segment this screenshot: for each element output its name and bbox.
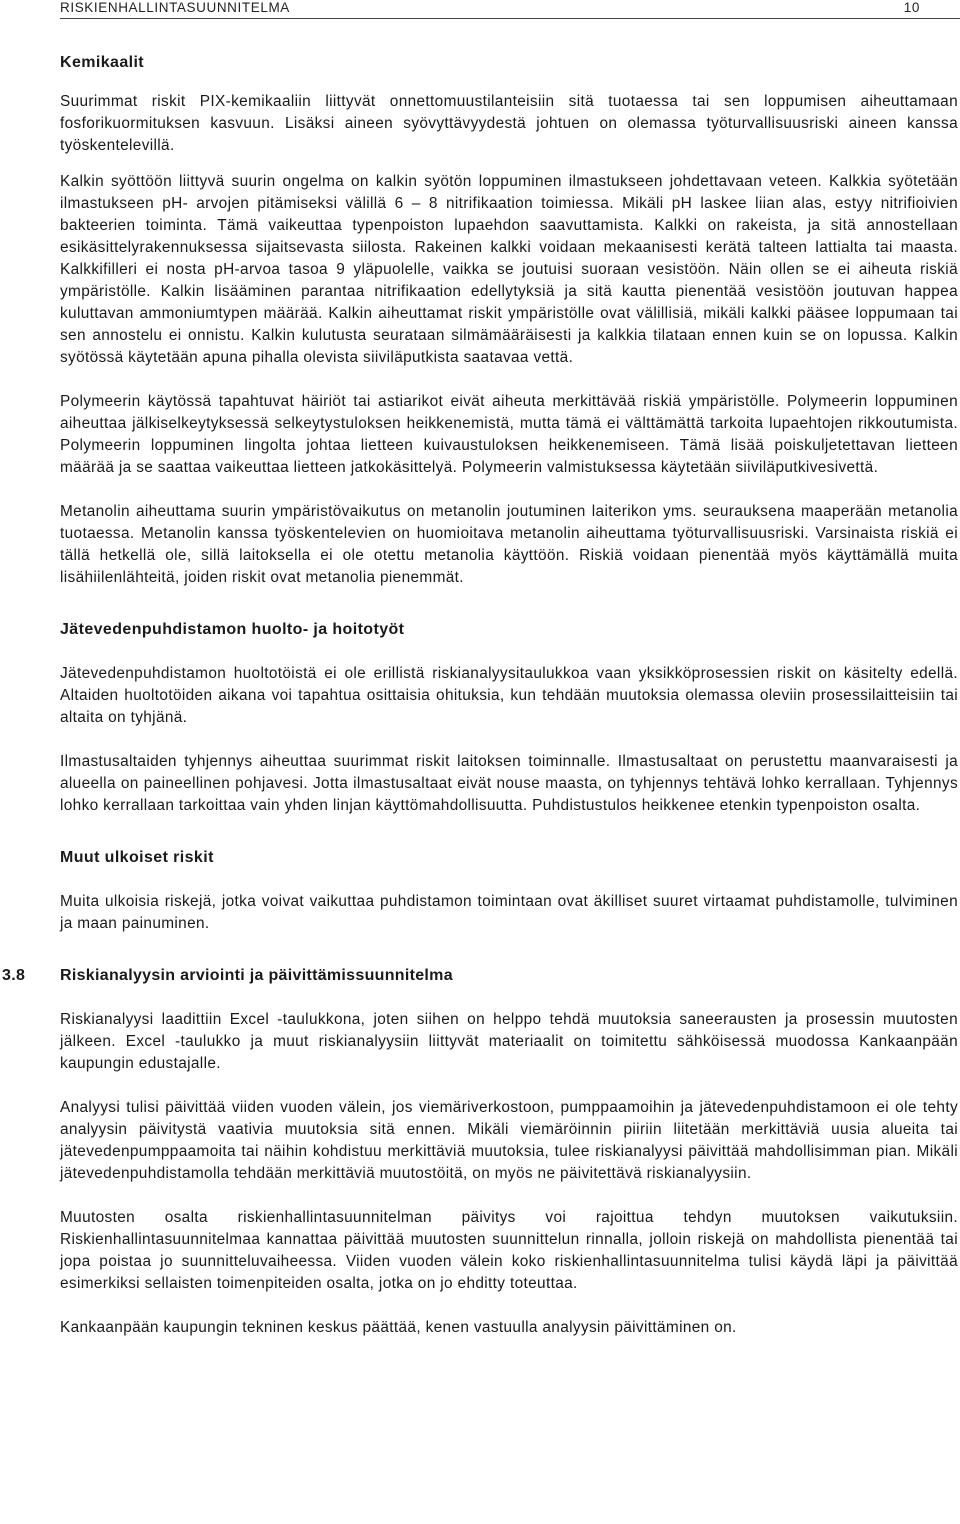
- paragraph-polymeeri: Polymeerin käytössä tapahtuvat häiriöt tai astiarikot eivät aiheuta merkittävää riskiä ympäristölle. Polymeerin loppuminen aiheuttaa jälkiselkeytyksessä selkeytystuloksen heikkenemistä, mutta tämä ei välttämättä tarkoita lupaehtojen rikkoutumista. Polymeerin loppuminen lingolta johtaa lietteen kuivaustuloksen heikkenemiseen. Tämä lisää poiskuljetettavan lietteen määrää ja se saattaa vaikeuttaa lietteen jatkokäsittelyä. Polymeerin valmistuksessa käytetään siiviläputkivesivettä.: [60, 393, 958, 476]
- paragraph-excel: Riskianalyysi laadittiin Excel -taulukkona, joten siihen on helppo tehdä muutoksia saneerausten ja prosessin muutosten jälkeen. Excel -taulukko ja muut riskianalyysiin liittyvät materiaalit on toimitettu sähköisessä muodossa Kankaanpään kaupungin edustajalle.: [60, 1011, 958, 1072]
- paragraph-vastuu: Kankaanpään kaupungin tekninen keskus päättää, kenen vastuulla analyysin päivittäminen on.: [60, 1319, 737, 1336]
- paragraph-muutokset: Muutosten osalta riskienhallintasuunnitelman päivitys voi rajoittua tehdyn muutoksen vaikutuksiin. Riskienhallintasuunnitelmaa kannattaa päivittää muutosten suunnittelun rinnalla, jolloin riskejä on mahdollista pienentää tai jopa poistaa jo suunnitteluvaiheessa. Viiden vuoden välein koko riskienhallintasuunnitelma tulisi käydä läpi ja päivittää esimerkiksi sellaisten toimenpiteiden osalta, jotka on jo ehditty toteuttaa.: [60, 1209, 958, 1292]
- document-title: RISKIENHALLINTASUUNNITELMA: [60, 0, 290, 15]
- paragraph-kalkki: Kalkin syöttöön liittyvä suurin ongelma on kalkin syötön loppuminen ilmastukseen johdettavaan veteen. Kalkkia syötetään ilmastukseen pH- arvojen pitämiseksi välillä 6 – 8 nitrifikaation toimiessa. Mikäli pH laskee liian alas, estyy nitrifioivien bakteerien toiminta. Tämä vaikeuttaa typenpoiston lupaehdon saavuttamista. Kalkki on rakeista, ja sitä annostellaan esikäsittelyrakennuksessa sijaitsevasta siilosta. Rakeinen kalkki voidaan mekaanisesti kerätä talteen lattialta tai maasta. Kalkkifilleri ei nosta pH-arvoa tasoa 9 yläpuolelle, vaikka se joutuisi suoraan vesistöön. Näin ollen se ei aiheuta riskiä ympäristölle. Kalkin lisääminen parantaa nitrifikaation edellytyksiä ja sitä kautta pienentää vesistöön joutuvan happea kuluttavan ammoniumtypen määrää. Kalkin aiheuttamat riskit ympäristölle ovat välillisiä, mikäli kalkki pääsee loppumaan tai sen annostelu ei onnistu. Kalkin kulutusta seurataan silmämääräisesti ja kalkkia tilataan ennen kuin se on lopussa. Kalkin syötössä käytetään apuna pihalla olevista siiviläputkista saatavaa vettä.: [60, 173, 958, 366]
- document-body: [2, 52, 958, 1339]
- page-header: [60, 0, 920, 16]
- paragraph-ilmastusaltaat: Ilmastusaltaiden tyhjennys aiheuttaa suurimmat riskit laitoksen toiminnalle. Ilmastusaltaat on perustettu maanvaraisesti ja alueella on paineellinen pohjavesi. Jotta ilmastusaltaat eivät nouse maasta, on tyhjennys tehtävä lohko kerrallaan. Tyhjennys lohko kerrallaan tarkoittaa vain yhden linjan käyttömahdollisuutta. Puhdistustulos heikkenee etenkin typenpoiston osalta.: [60, 753, 958, 814]
- section-number: 3.8: [2, 967, 26, 984]
- paragraph-huoltotyot: Jätevedenpuhdistamon huoltotöistä ei ole erillistä riskianalyysitaulukkoa vaan yksikköprosessien riskit on käsitelty edellä. Altaiden huoltotöiden aikana voi tapahtua osittaisia ohituksia, kun tehdään muutoksia olemassa oleviin prosessilaitteisiin tai altaita on tyhjänä.: [60, 665, 958, 726]
- paragraph-paivitys: Analyysi tulisi päivittää viiden vuoden välein, jos viemäriverkostoon, pumppaamoihin ja jätevedenpuhdistamoon ei ole tehty analyysin päivitystä vaativia muutoksia sitä ennen. Mikäli viemäröinnin piiriin liitetään merkittäviä uusia alueita tai jätevedenpumppaamoita tai näihin kohdistuu merkittäviä muutoksia, tulee riskianalyysi päivittää mahdollisimman pian. Mikäli jätevedenpuhdistamolla tehdään merkittäviä muutostöitä, on myös ne päivitettävä riskianalyysiin.: [60, 1099, 958, 1182]
- heading-ulkoiset-riskit: Muut ulkoiset riskit: [60, 849, 214, 866]
- heading-kemikaalit: Kemikaalit: [60, 54, 145, 71]
- paragraph-ulkoiset-riskit: Muita ulkoisia riskejä, jotka voivat vaikuttaa puhdistamon toimintaan ovat äkilliset suuret virtaamat puhdistamolle, tulviminen ja maan painuminen.: [60, 893, 958, 932]
- section-heading-3-8: [2, 965, 958, 987]
- paragraph-pix: Suurimmat riskit PIX-kemikaaliin liittyvät onnettomuustilanteisiin sitä tuotaessa tai sen loppumisen aiheuttamaan fosforikuormituksen kasvuun. Lisäksi aineen syövyttävyydestä johtuen on olemassa työturvallisuusriski aineen kanssa työskentelevillä.: [60, 93, 958, 154]
- header-divider: [60, 18, 960, 19]
- section-title: Riskianalyysin arviointi ja päivittämissuunnitelma: [60, 967, 453, 984]
- page-number: 10: [903, 0, 920, 15]
- paragraph-metanoli: Metanolin aiheuttama suurin ympäristövaikutus on metanolin joutuminen laiterikon yms. seurauksena maaperään metanolia tuotaessa. Metanolin kanssa työskentelevien on huomioitava metanolin aiheuttama työturvallisuusriski. Varsinaista riskiä ei tällä hetkellä ole, sillä laitoksella ei ole otettu metanolia käyttöön. Riskiä voidaan pienentää myös käyttämällä muita lisähiilenlähteitä, joiden riskit ovat metanolia pienemmät.: [60, 503, 958, 586]
- heading-huoltotyot: Jätevedenpuhdistamon huolto- ja hoitotyöt: [60, 621, 405, 638]
